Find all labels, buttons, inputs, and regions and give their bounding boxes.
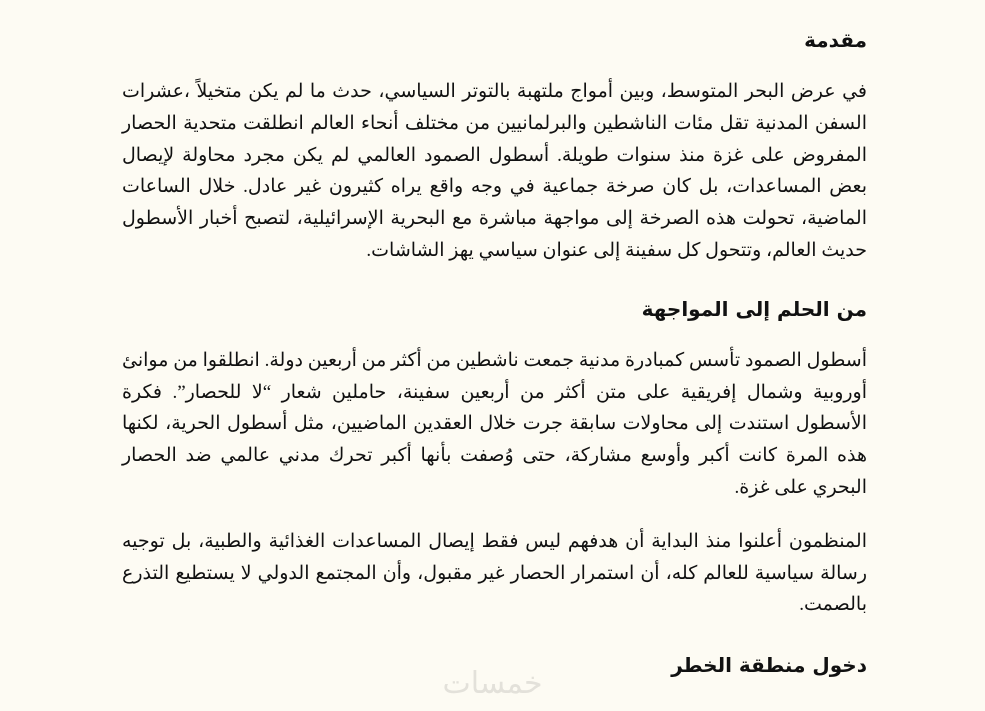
document-body	[122, 24, 867, 681]
section-heading-dream-to-confrontation: من الحلم إلى المواجهة	[641, 296, 867, 321]
paragraph-intro: في عرض البحر المتوسط، وبين أمواج ملتهبة بالتوتر السياسي، حدث ما لم يكن متخيلاً ،عشرات السفن المدنية تقل مئات الناشطين والبرلمانيين من مختلف أنحاء العالم انطلقت متحدية الحصار المفروض على غزة منذ سنوات طويلة. أسطول الصمود العالمي لم يكن مجرد محاولة لإيصال بعض المساعدات، بل كان صرخة جماعية في وجه واقع يراه كثيرون غير عادل. خلال الساعات الماضية، تحولت هذه الصرخة إلى مواجهة مباشرة مع البحرية الإسرائيلية، لتصبح أخبار الأسطول حديث العالم، وتتحول كل سفينة إلى عنوان سياسي يهز الشاشات.	[122, 81, 867, 261]
section-heading-intro: مقدمة	[804, 28, 867, 52]
paragraph-fleet-founding: أسطول الصمود تأسس كمبادرة مدنية جمعت ناشطين من أكثر من أربعين دولة. انطلقوا من موانئ أوروبية وشمال إفريقية على متن أكثر من أربعين سفينة، حاملين شعار “لا للحصار”. فكرة الأسطول استندت إلى محاولات سابقة جرت خلال العقدين الماضيين، مثل أسطول الحرية، لكنها هذه المرة كانت أكبر وأوسع مشاركة، حتى وُصفت بأنها أكبر تحرك مدني عالمي ضد الحصار البحري على غزة.	[122, 349, 867, 498]
paragraph-organizers-goal: المنظمون أعلنوا منذ البداية أن هدفهم ليس فقط إيصال المساعدات الغذائية والطبية، بل توجيه رسالة سياسية للعالم كله، أن استمرار الحصار غير مقبول، وأن المجتمع الدولي لا يستطيع التذرع بالصمت.	[122, 530, 867, 616]
section-heading-danger-zone: دخول منطقة الخطر	[671, 653, 867, 678]
watermark-logo: خمسات	[442, 666, 543, 701]
